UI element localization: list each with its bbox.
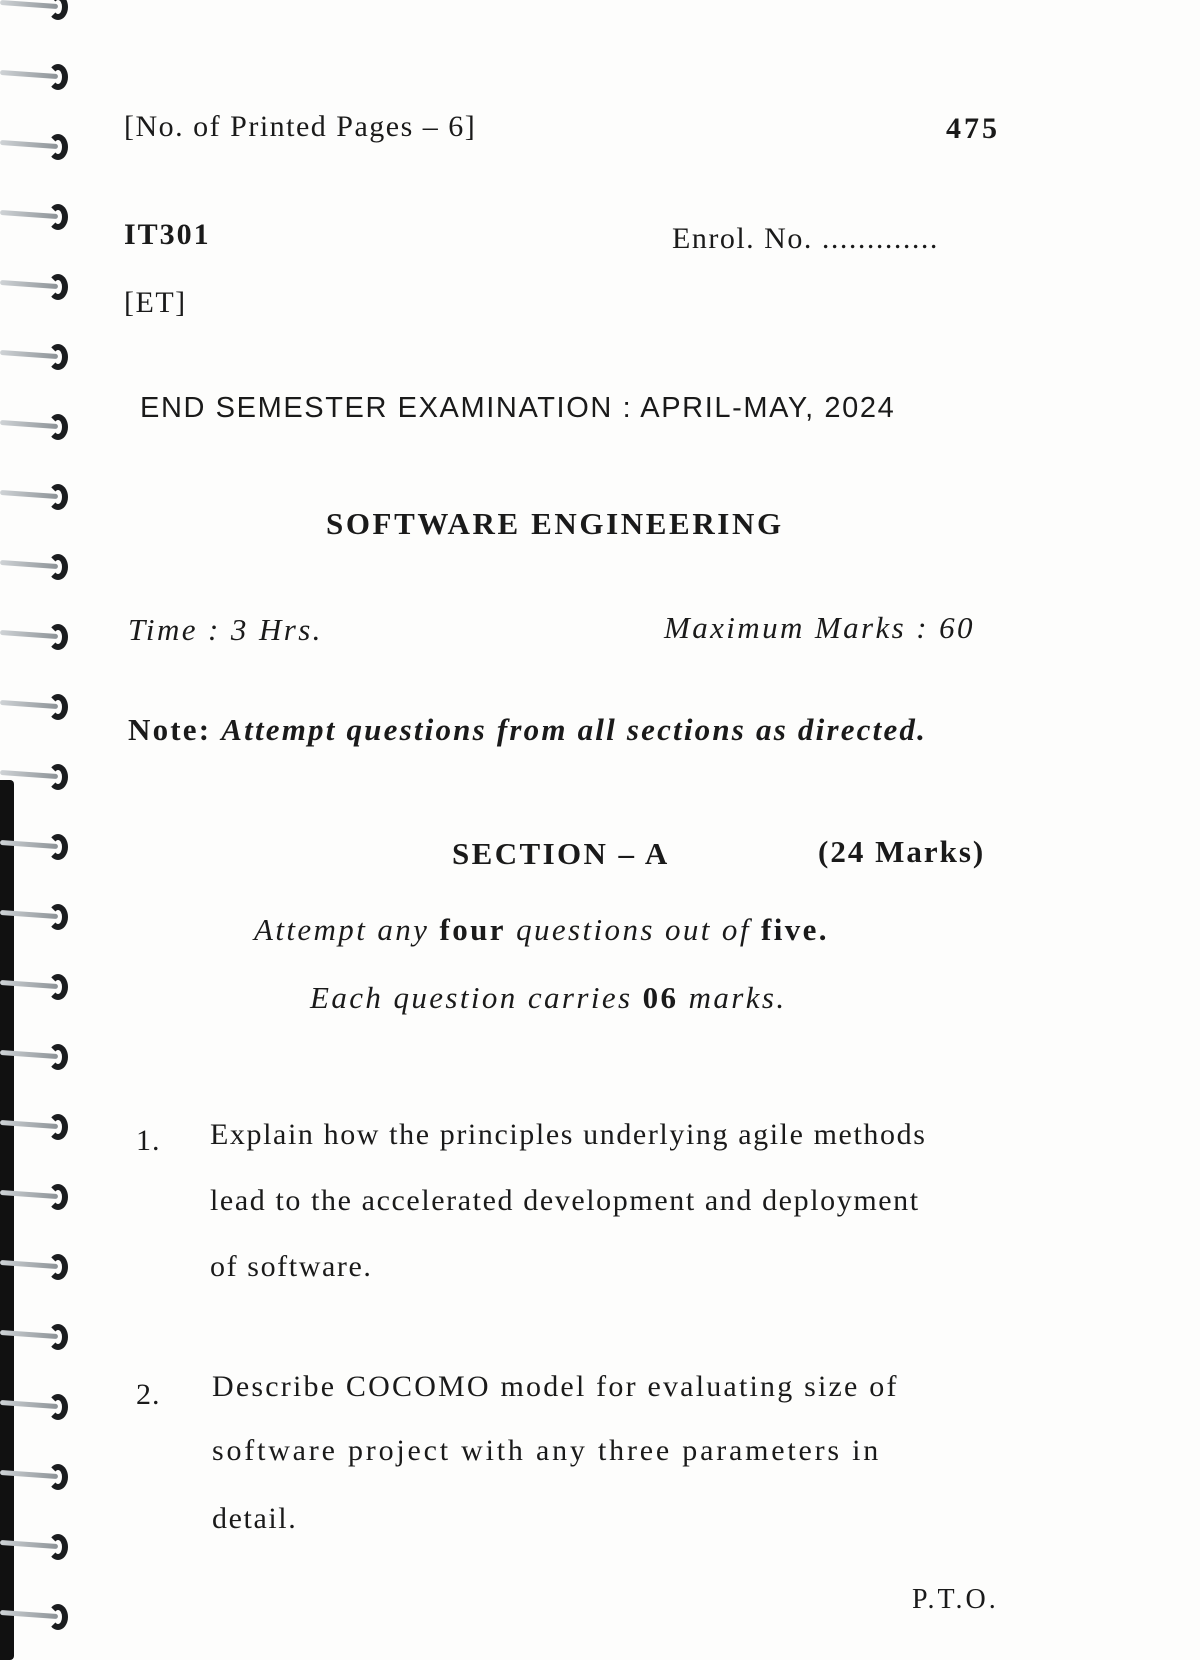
exam-tag: [ET] bbox=[124, 286, 187, 319]
question-line: software project with any three parameters in bbox=[212, 1434, 882, 1467]
coil-loop bbox=[48, 0, 68, 20]
coil-loop bbox=[48, 904, 68, 930]
coil-loop bbox=[48, 554, 68, 580]
instr1-part-c: questions out of bbox=[516, 912, 751, 947]
binding-coil bbox=[0, 342, 75, 372]
exam-note bbox=[128, 712, 927, 748]
question-line: Explain how the principles underlying agile methods bbox=[210, 1118, 927, 1151]
please-turn-over: P.T.O. bbox=[912, 1584, 999, 1615]
binding-coil bbox=[0, 482, 75, 512]
coil-loop bbox=[48, 1464, 68, 1490]
instr2-part-b: 06 bbox=[642, 980, 679, 1015]
binding-coil bbox=[0, 1182, 75, 1212]
question-line: lead to the accelerated development and deployment bbox=[210, 1184, 920, 1217]
coil-loop bbox=[48, 834, 68, 860]
binding-coil bbox=[0, 1042, 75, 1072]
coil-loop bbox=[48, 624, 68, 650]
coil-loop bbox=[48, 1114, 68, 1140]
binding-coil bbox=[0, 1252, 75, 1282]
binding-coil bbox=[0, 202, 75, 232]
coil-loop bbox=[48, 134, 68, 160]
printed-pages: [No. of Printed Pages – 6] bbox=[124, 110, 477, 143]
subject-code: IT301 bbox=[124, 218, 211, 251]
note-label: Note: bbox=[128, 712, 212, 747]
coil-loop bbox=[48, 1044, 68, 1070]
binding-coil bbox=[0, 412, 75, 442]
section-instruction-1 bbox=[254, 912, 829, 948]
instr1-part-a: Attempt any bbox=[254, 912, 430, 947]
note-text: Attempt questions from all sections as directed. bbox=[221, 712, 928, 747]
exam-time: Time : 3 Hrs. bbox=[128, 612, 323, 647]
instr2-part-a: Each question carries bbox=[310, 980, 633, 1015]
coil-loop bbox=[48, 484, 68, 510]
binding-coil bbox=[0, 1392, 75, 1422]
question-line: Describe COCOMO model for evaluating size of bbox=[212, 1370, 899, 1403]
instr2-part-c: marks. bbox=[688, 980, 787, 1015]
binding-coil bbox=[0, 972, 75, 1002]
binding-coil bbox=[0, 622, 75, 652]
question-line: detail. bbox=[212, 1502, 298, 1535]
section-instruction-2 bbox=[310, 980, 787, 1016]
enrol-label: Enrol. No. bbox=[672, 222, 813, 255]
spiral-binding bbox=[0, 0, 90, 1660]
binding-coil bbox=[0, 1322, 75, 1352]
coil-loop bbox=[48, 414, 68, 440]
binding-coil bbox=[0, 0, 75, 22]
question-line: of software. bbox=[210, 1250, 373, 1283]
coil-loop bbox=[48, 204, 68, 230]
binding-coil bbox=[0, 692, 75, 722]
binding-coil bbox=[0, 902, 75, 932]
coil-loop bbox=[48, 1394, 68, 1420]
binding-coil bbox=[0, 1112, 75, 1142]
coil-loop bbox=[48, 1604, 68, 1630]
binding-coil bbox=[0, 62, 75, 92]
coil-loop bbox=[48, 1184, 68, 1210]
question-number: 1. bbox=[136, 1124, 161, 1157]
coil-loop bbox=[48, 344, 68, 370]
instr1-part-b: four bbox=[439, 912, 506, 947]
paper-code: 475 bbox=[946, 112, 1000, 145]
exam-title: END SEMESTER EXAMINATION : APRIL-MAY, 2024 bbox=[140, 392, 896, 424]
question-number: 2. bbox=[136, 1378, 161, 1411]
section-title: SECTION – A bbox=[452, 836, 670, 871]
enrol-number-label bbox=[672, 222, 939, 256]
coil-loop bbox=[48, 1254, 68, 1280]
binding-coil bbox=[0, 132, 75, 162]
binding-coil bbox=[0, 1532, 75, 1562]
binding-coil bbox=[0, 1462, 75, 1492]
subject-title: SOFTWARE ENGINEERING bbox=[326, 506, 784, 541]
coil-loop bbox=[48, 974, 68, 1000]
binding-coil bbox=[0, 1602, 75, 1632]
coil-loop bbox=[48, 764, 68, 790]
instr1-part-d: five. bbox=[761, 912, 829, 947]
section-marks: (24 Marks) bbox=[818, 834, 986, 869]
binding-coil bbox=[0, 762, 75, 792]
binding-coil bbox=[0, 272, 75, 302]
maximum-marks: Maximum Marks : 60 bbox=[664, 610, 975, 645]
binding-coil bbox=[0, 552, 75, 582]
coil-loop bbox=[48, 1324, 68, 1350]
coil-loop bbox=[48, 274, 68, 300]
coil-loop bbox=[48, 694, 68, 720]
coil-loop bbox=[48, 64, 68, 90]
binding-coil bbox=[0, 832, 75, 862]
enrol-dots: ............. bbox=[821, 222, 939, 255]
coil-loop bbox=[48, 1534, 68, 1560]
